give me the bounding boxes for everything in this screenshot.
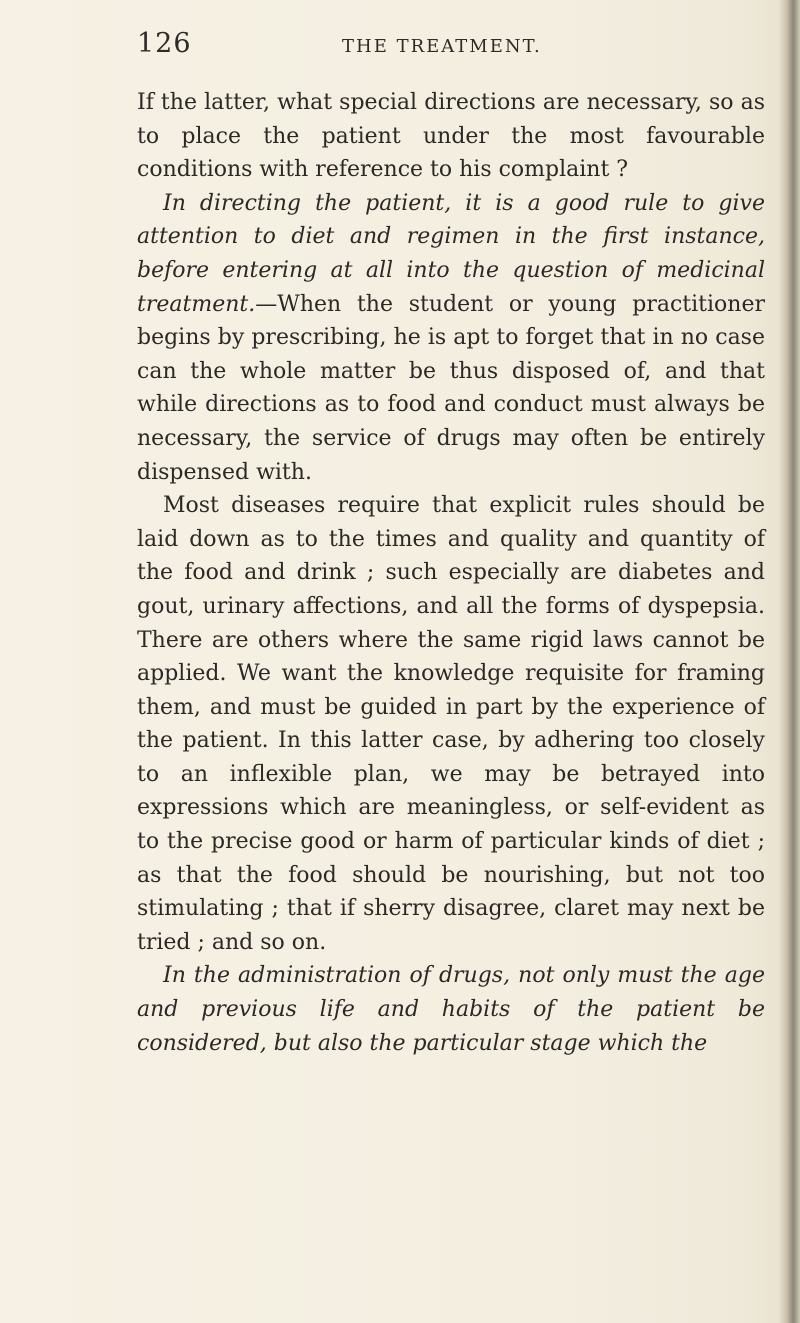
book-gutter [778, 0, 800, 1323]
paragraph-3: Most diseases require that explicit rules should be laid down as to the times and quality and quantity of the food and drink ; such especially are diabetes and gout, urinary affections, and all the forms of dyspepsia. There are others where the same rigid laws cannot be applied. We want the knowledge requisite for framing them, and must be guided in part by the experience of the patient. In this latter case, by adhering too closely to an inflexible plan, we may be betrayed into expressions which are meaningless, or self-evident as to the precise good or harm of particular kinds of diet ; as that the food should be nourishing, but not too stimulating ; that if sherry disagree, claret may next be tried ; and so on. [137, 493, 765, 955]
paragraph-2-italic: In directing the patient, it is a good rule to give attention to diet and regimen in the first instance, before entering at all into the question of medicinal treatment. [137, 190, 765, 317]
page-number: 126 [137, 28, 192, 59]
paragraph-2 [137, 187, 765, 489]
page-header [137, 28, 757, 62]
paragraph-4 [137, 959, 765, 1060]
body-text [137, 86, 765, 1060]
paragraph-1: If the latter, what special directions are necessary, so as to place the patient under the most favourable conditions with reference to his complaint ? [137, 90, 765, 183]
paragraph-2-text: —When the student or young practitioner begins by prescribing, he is apt to forget that in no case can the whole matter be thus disposed of, and that while directions as to food and conduct must always be necessary, the service of drugs may often be entirely dispensed with. [137, 291, 765, 485]
running-head: THE TREATMENT. [342, 36, 542, 57]
paragraph-4-italic: In the administration of drugs, not only must the age and previous life and habits of the patient be considered, but also the particular stage which the [137, 963, 765, 1056]
